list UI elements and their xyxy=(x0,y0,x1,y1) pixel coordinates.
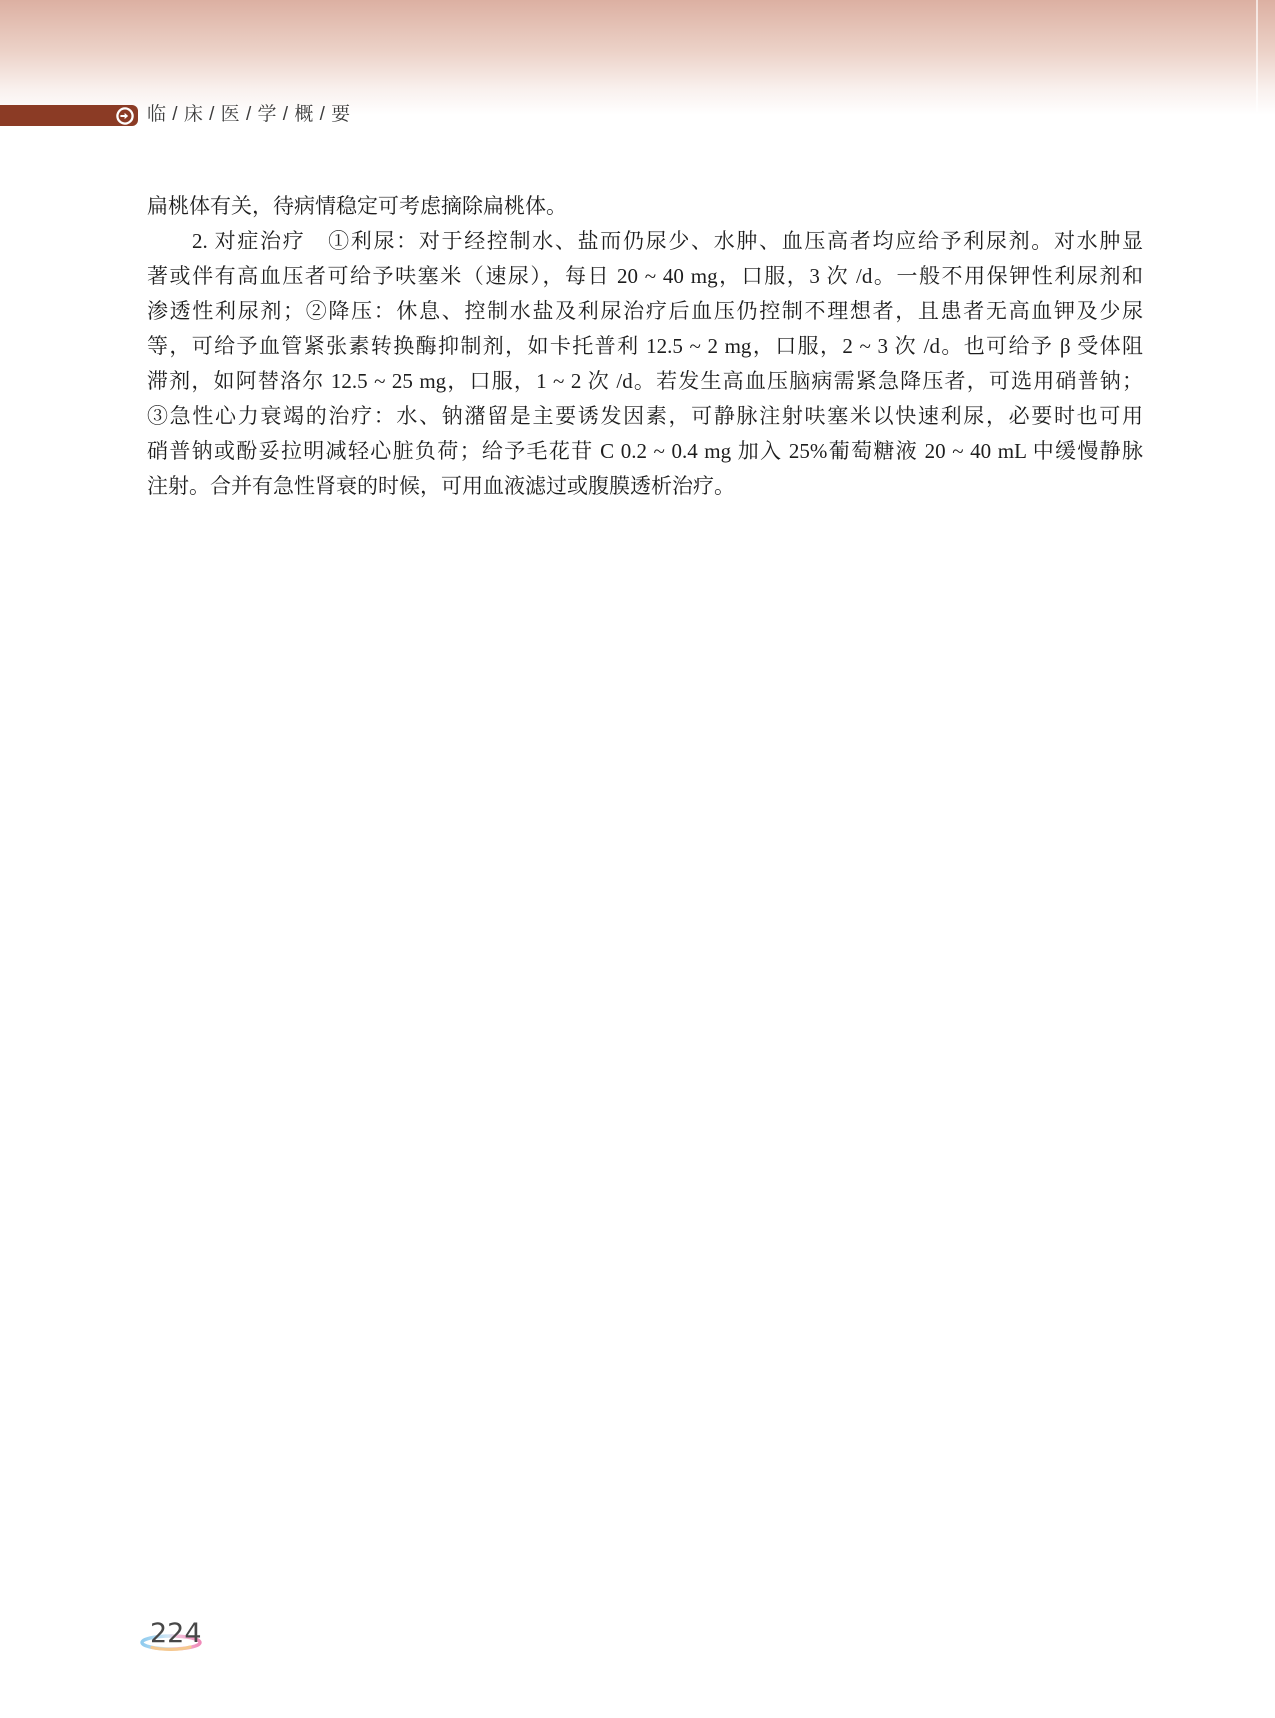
page-number-container xyxy=(138,1620,210,1660)
body-text-line: 注射。合并有急性肾衰的时候，可用血液滤过或腹膜透析治疗。 xyxy=(147,474,735,498)
page-crease-line xyxy=(1256,0,1258,112)
chapter-header-bar xyxy=(0,105,138,126)
arrow-right-circle-icon xyxy=(116,107,134,125)
body-text-line: 著或伴有高血压者可给予呋塞米（速尿），每日 20 ~ 40 mg，口服，3 次 /d。一般不用保钾性利尿剂和 xyxy=(147,264,1143,288)
body-text-line: 扁桃体有关，待病情稳定可考虑摘除扁桃体。 xyxy=(147,194,567,218)
body-text-line: 硝普钠或酚妥拉明减轻心脏负荷；给予毛花苷 C 0.2 ~ 0.4 mg 加入 25%葡萄糖液 20 ~ 40 mL 中缓慢静脉 xyxy=(147,439,1143,463)
body-text-line: ③急性心力衰竭的治疗：水、钠潴留是主要诱发因素，可静脉注射呋塞米以快速利尿，必要时也可用 xyxy=(147,404,1143,428)
book-title: 临 / 床 / 医 / 学 / 概 / 要 xyxy=(147,104,351,125)
page-top-gradient xyxy=(0,0,1275,115)
body-text-line: 滞剂，如阿替洛尔 12.5 ~ 25 mg，口服，1 ~ 2 次 /d。若发生高血压脑病需紧急降压者，可选用硝普钠； xyxy=(147,369,1143,393)
body-text-line: 渗透性利尿剂；②降压：休息、控制水盐及利尿治疗后血压仍控制不理想者，且患者无高血钾及少尿 xyxy=(147,299,1143,323)
body-text-line: 等，可给予血管紧张素转换酶抑制剂，如卡托普利 12.5 ~ 2 mg，口服，2 ~ 3 次 /d。也可给予 β 受体阻 xyxy=(147,334,1143,358)
body-text-line: 2. 对症治疗 ①利尿：对于经控制水、盐而仍尿少、水肿、血压高者均应给予利尿剂。对水肿显 xyxy=(192,229,1143,253)
page-number: 224 xyxy=(150,1618,202,1649)
body-text-block xyxy=(147,189,1143,504)
